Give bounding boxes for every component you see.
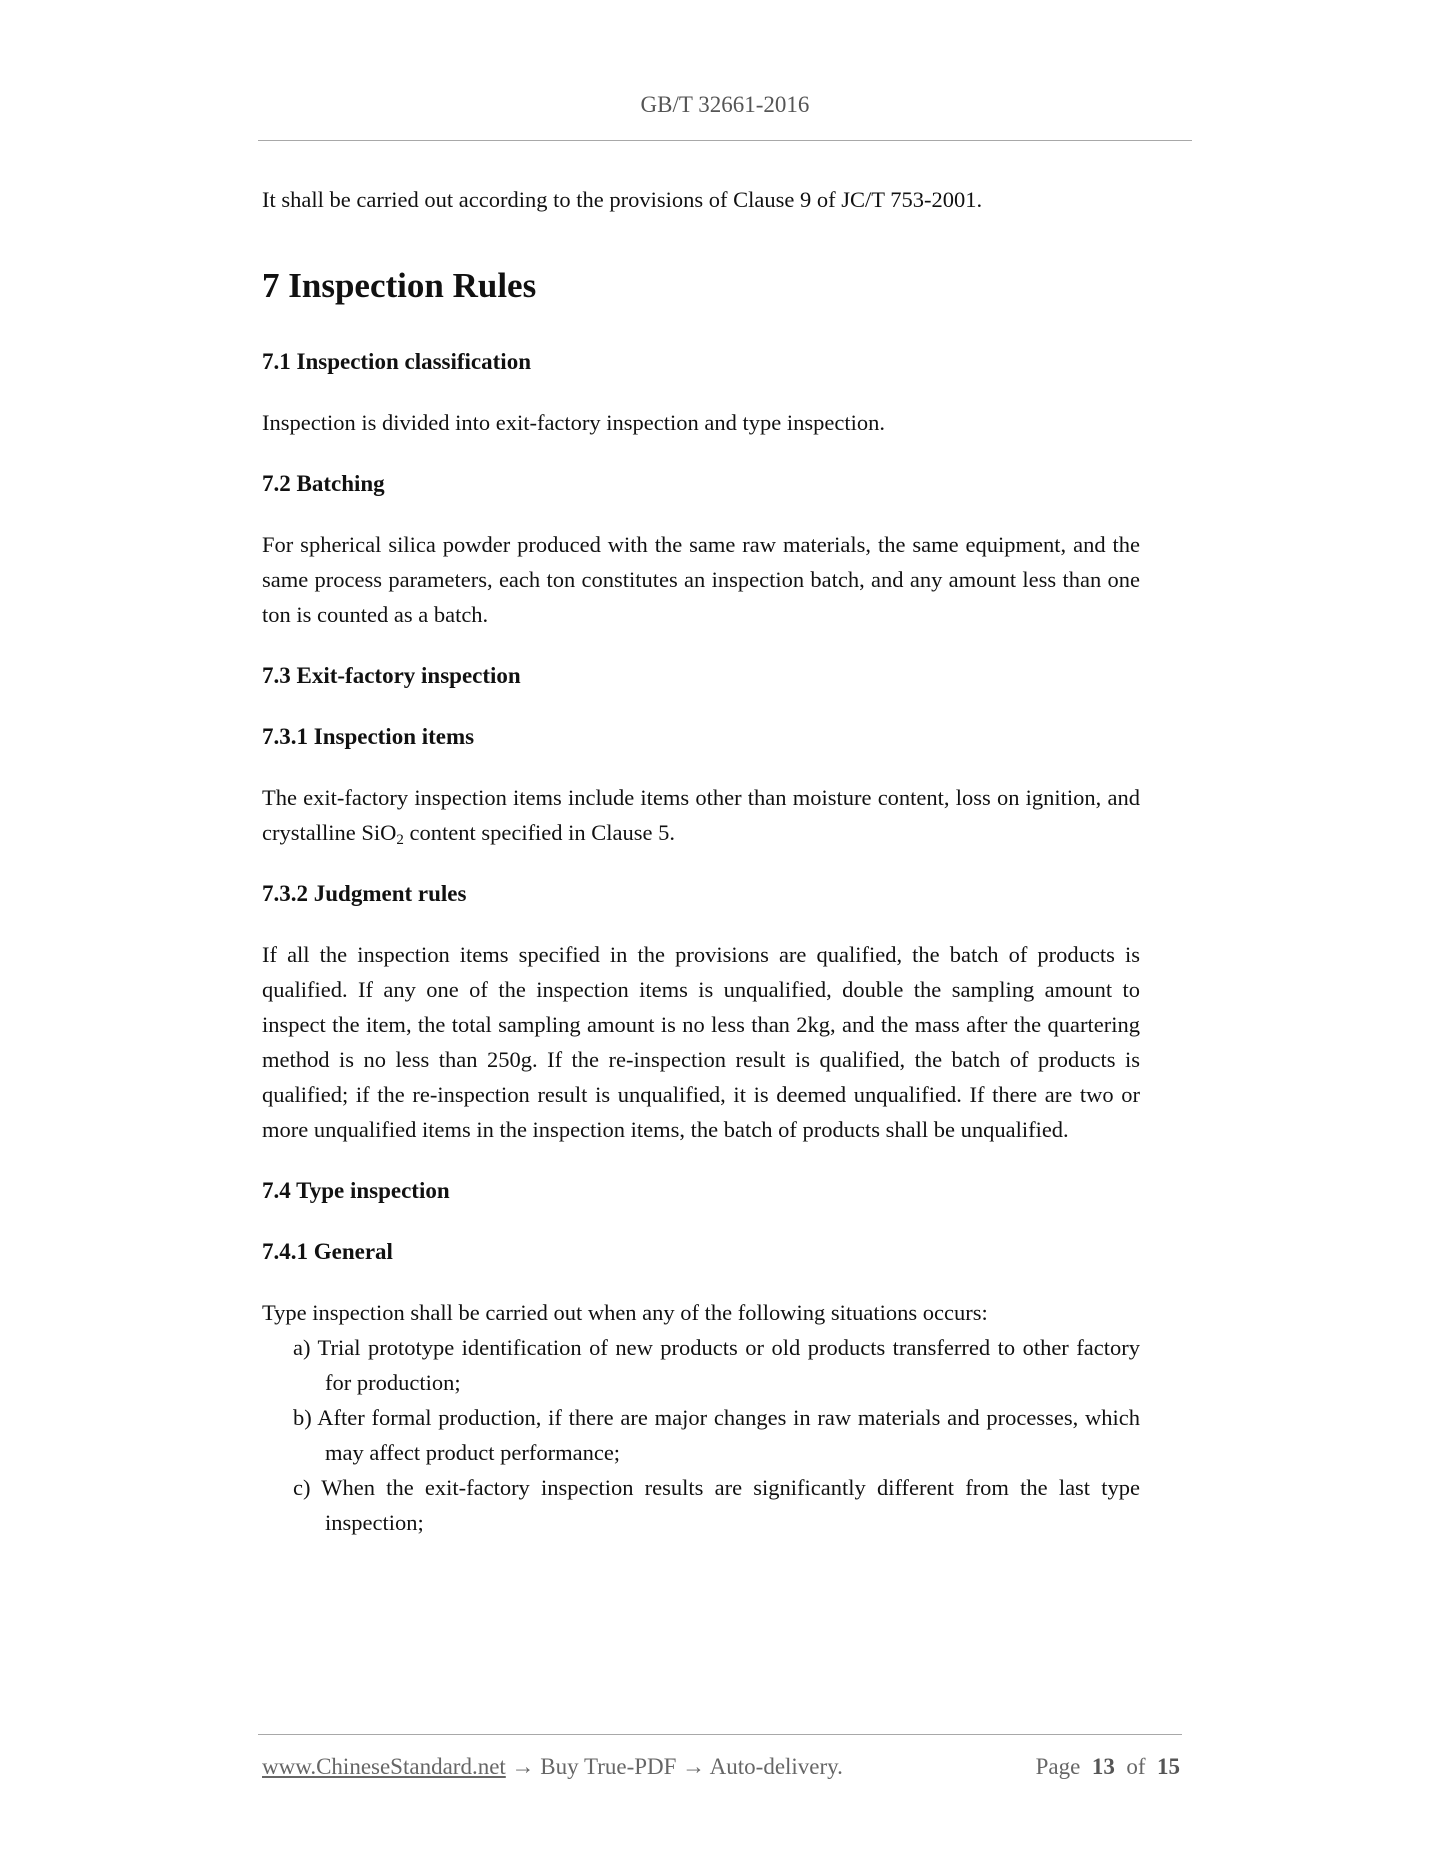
section-7-title: 7 Inspection Rules bbox=[262, 266, 537, 305]
website-link[interactable]: www.ChineseStandard.net bbox=[262, 1754, 506, 1779]
list-item-b: b) After formal production, if there are major changes in raw materials and processes, which may affect product performance; bbox=[293, 1405, 1140, 1465]
paragraph-7-3-1 bbox=[262, 780, 1140, 850]
footer-promo-text: → Buy True-PDF → Auto-delivery. bbox=[505, 1754, 843, 1779]
heading-7-3-1: 7.3.1 Inspection items bbox=[262, 724, 475, 749]
heading-7-4-1: 7.4.1 General bbox=[262, 1239, 393, 1264]
sio2-subscript: 2 bbox=[396, 832, 404, 848]
header-divider bbox=[258, 140, 1192, 141]
heading-7-4: 7.4 Type inspection bbox=[262, 1178, 450, 1203]
page-body bbox=[262, 182, 1140, 1540]
paragraph-7-3-2: If all the inspection items specified in the provisions are qualified, the batch of products is qualified. If any one of the inspection items is unqualified, double the sampling amount to inspect the item, the total sampling amount is no less than 2kg, and the mass after the quartering method is no less than 250g. If the re-inspection result is qualified, the batch of products is qualified; if the re-inspection result is unqualified, it is deemed unqualified. If there are two or more unqualified items in the inspection items, the batch of products shall be unqualified. bbox=[262, 942, 1140, 1142]
heading-7-2: 7.2 Batching bbox=[262, 471, 385, 496]
page-label: Page bbox=[1035, 1754, 1081, 1779]
page-number bbox=[1036, 1752, 1180, 1782]
heading-7-1: 7.1 Inspection classification bbox=[262, 349, 531, 374]
footer-promo bbox=[262, 1752, 843, 1782]
of-label: of bbox=[1126, 1754, 1146, 1779]
paragraph-7-2: For spherical silica powder produced with the same raw materials, the same equipment, and the same process parameters, each ton constitutes an inspection batch, and any amount less than one ton is counted as a batch. bbox=[262, 532, 1140, 627]
paragraph-7-3-1-text-end: content specified in Clause 5. bbox=[403, 820, 676, 845]
paragraph-7-1: Inspection is divided into exit-factory inspection and type inspection. bbox=[262, 410, 885, 435]
paragraph-7-3-1-text: The exit-factory inspection items include items other than moisture content, loss on ignition, and crystalline SiO bbox=[262, 785, 1140, 845]
list-item-a: a) Trial prototype identification of new products or old products transferred to other factory for production; bbox=[293, 1335, 1140, 1395]
current-page: 13 bbox=[1091, 1754, 1115, 1779]
intro-paragraph: It shall be carried out according to the provisions of Clause 9 of JC/T 753-2001. bbox=[262, 187, 983, 212]
list-item-c: c) When the exit-factory inspection results are significantly different from the last type inspection; bbox=[293, 1475, 1140, 1535]
footer-divider bbox=[258, 1734, 1182, 1735]
paragraph-7-4-1: Type inspection shall be carried out when any of the following situations occurs: bbox=[262, 1300, 988, 1325]
running-header: GB/T 32661-2016 bbox=[640, 92, 810, 117]
total-pages: 15 bbox=[1157, 1754, 1180, 1779]
heading-7-3: 7.3 Exit-factory inspection bbox=[262, 663, 521, 688]
heading-7-3-2: 7.3.2 Judgment rules bbox=[262, 881, 467, 906]
